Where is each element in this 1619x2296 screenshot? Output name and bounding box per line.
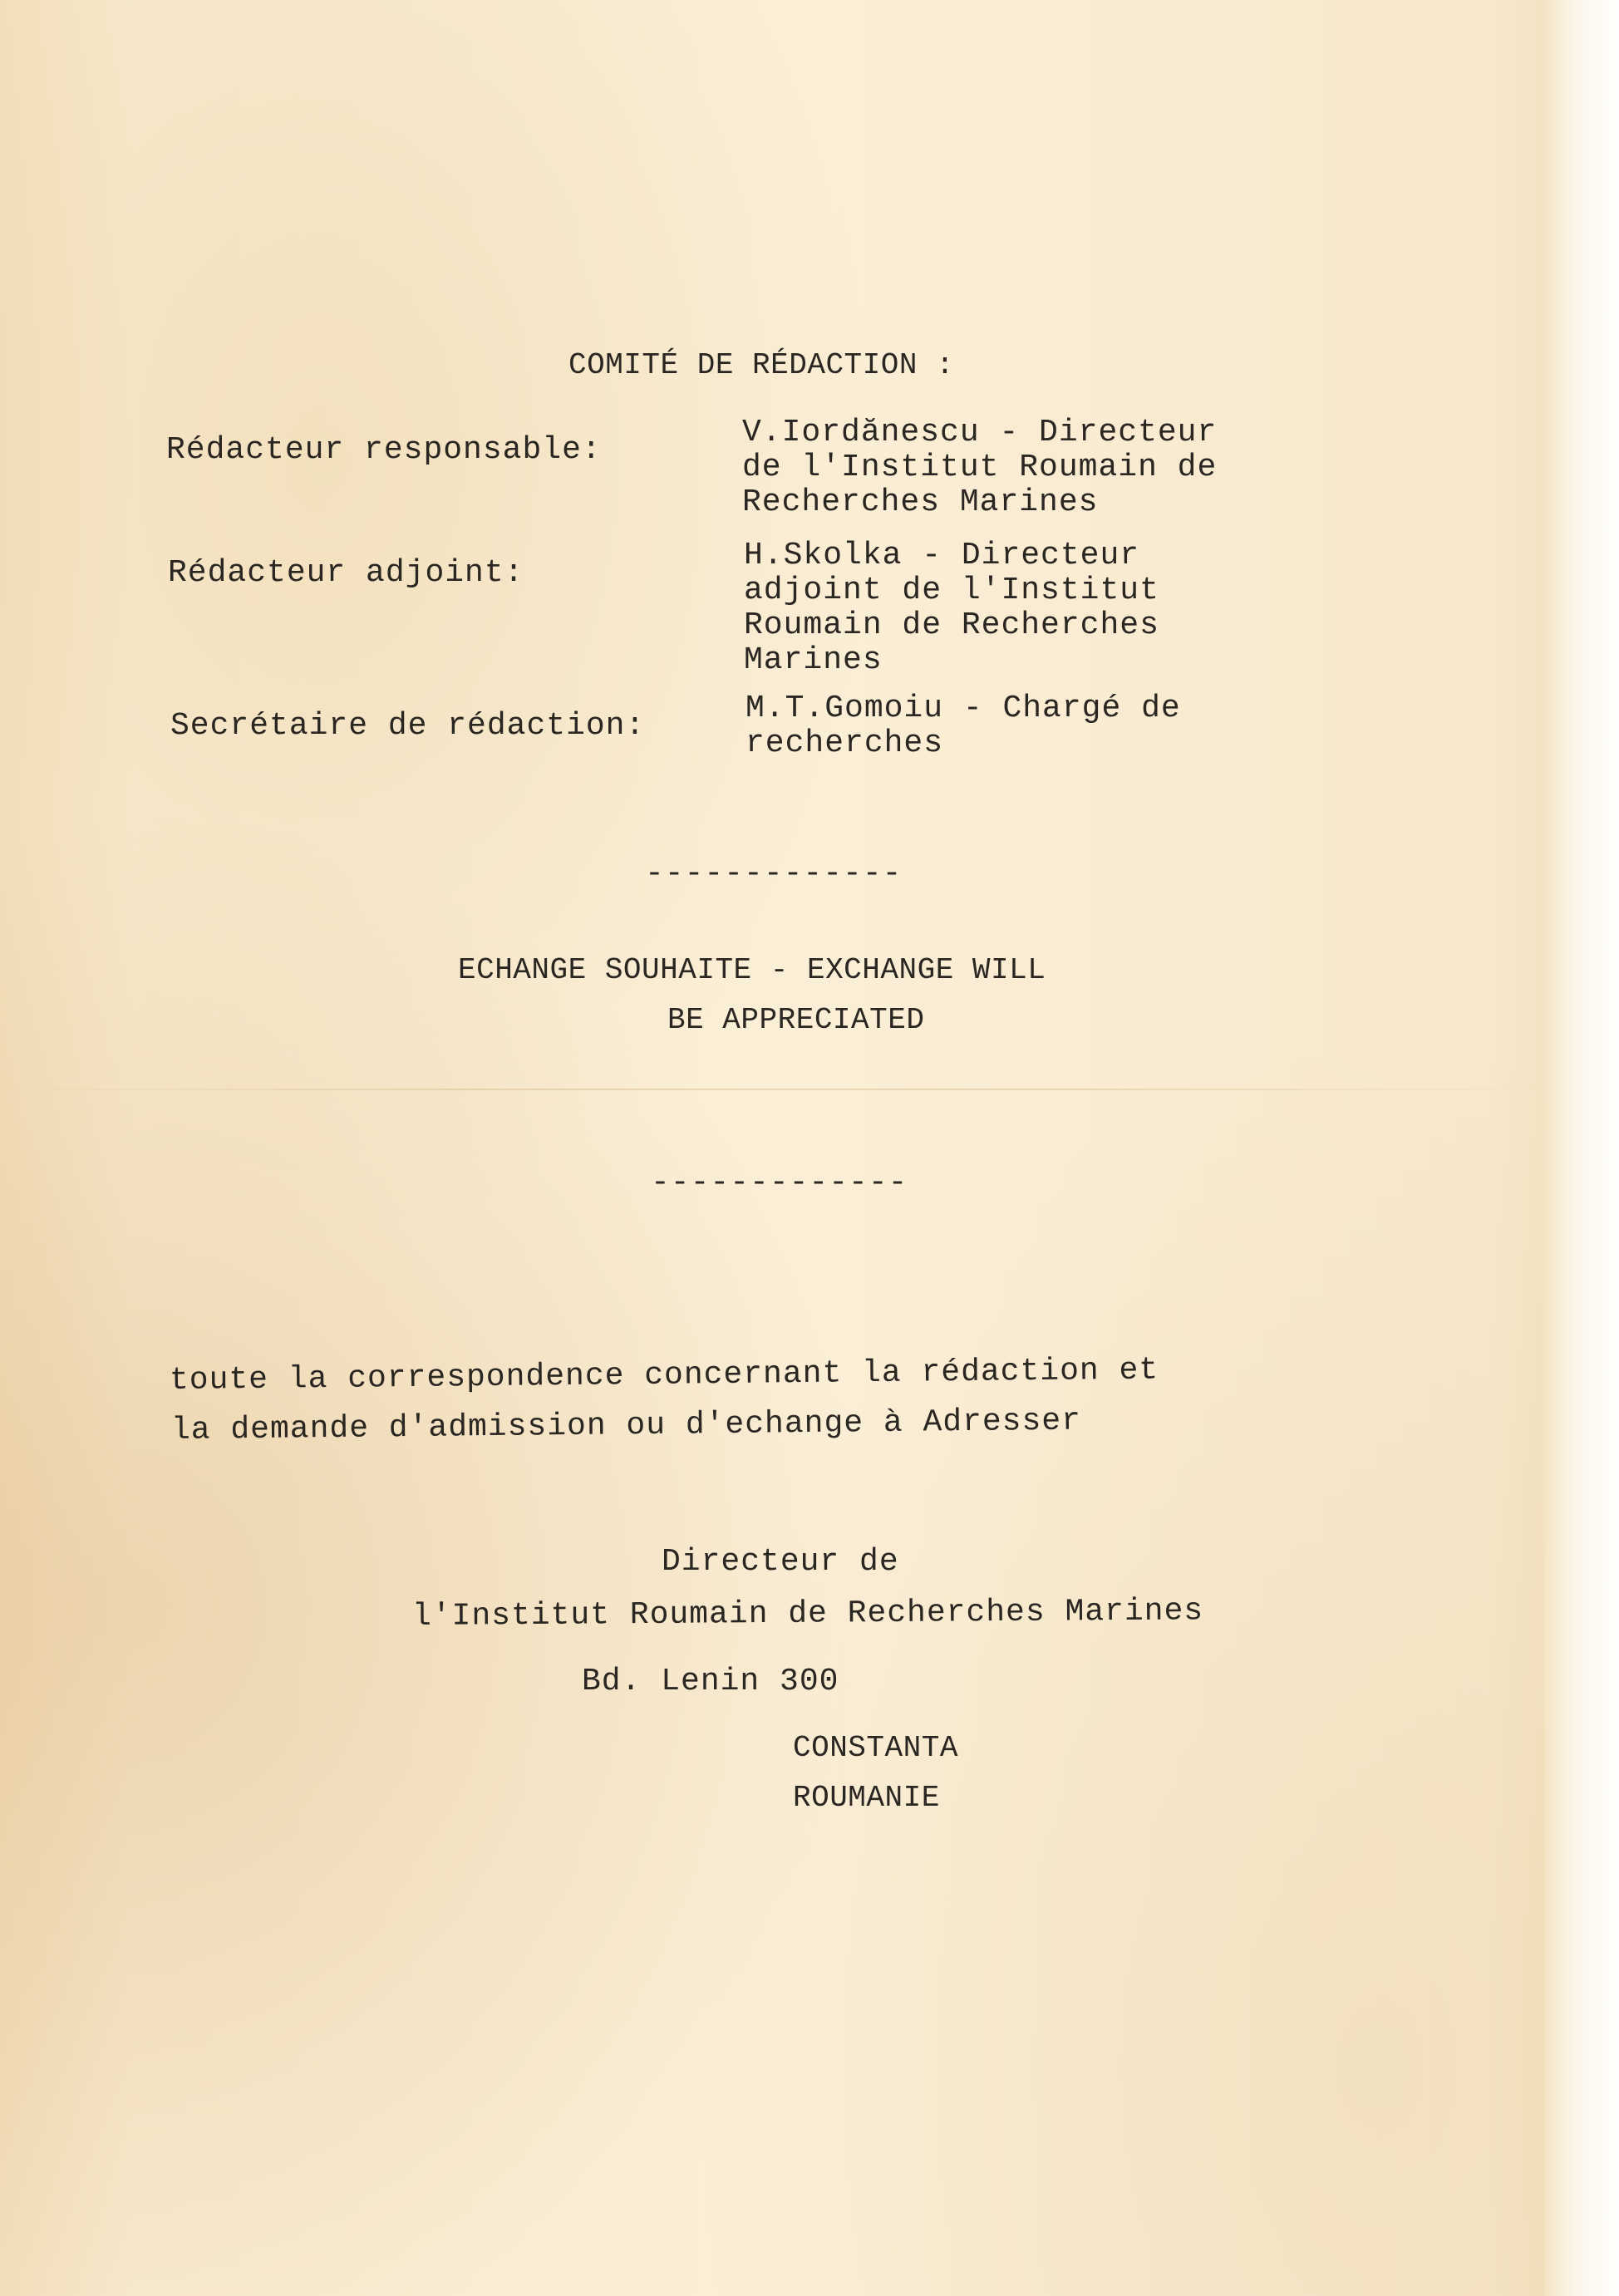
separator-dashes-2: ------------- bbox=[651, 1165, 908, 1201]
member-details-2 bbox=[744, 538, 1159, 678]
member-1-line-1: V.Iordănescu - Directeur bbox=[742, 415, 1218, 450]
member-2-line-1: H.Skolka - Directeur bbox=[744, 538, 1140, 573]
member-details-3 bbox=[746, 691, 1181, 761]
member-3-line-2: recherches bbox=[746, 725, 944, 761]
member-3-line-1: M.T.Gomoiu - Chargé de bbox=[746, 691, 1181, 726]
role-redacteur-adjoint: Rédacteur adjoint: bbox=[168, 555, 524, 591]
exchange-notice-line-1: ECHANGE SOUHAITE - EXCHANGE WILL bbox=[458, 953, 1046, 987]
role-redacteur-responsable: Rédacteur responsable: bbox=[166, 432, 602, 468]
correspondence-line-1: toute la correspondence concernant la rédaction et bbox=[169, 1352, 1159, 1399]
member-2-line-4: Marines bbox=[744, 642, 883, 678]
role-secretaire-de-redaction: Secrétaire de rédaction: bbox=[170, 708, 646, 744]
member-2-line-2: adjoint de l'Institut bbox=[744, 573, 1159, 608]
address-line-2: l'Institut Roumain de Recherches Marines bbox=[411, 1593, 1204, 1635]
paper-edge bbox=[1544, 0, 1619, 2296]
member-1-line-3: Recherches Marines bbox=[742, 484, 1099, 520]
exchange-notice-line-2: BE APPRECIATED bbox=[667, 1003, 925, 1037]
address-line-3: Bd. Lenin 300 bbox=[582, 1664, 839, 1699]
address-city: CONSTANTA bbox=[793, 1731, 958, 1765]
address-country: ROUMANIE bbox=[793, 1781, 940, 1815]
member-2-line-3: Roumain de Recherches bbox=[744, 607, 1159, 643]
member-details-1 bbox=[742, 415, 1217, 520]
separator-dashes-1: ------------- bbox=[645, 856, 903, 892]
address-line-1: Directeur de bbox=[662, 1544, 899, 1580]
member-1-line-2: de l'Institut Roumain de bbox=[742, 450, 1218, 485]
committee-heading: COMITÉ DE RÉDACTION : bbox=[568, 348, 955, 382]
paper-fold-line bbox=[0, 1089, 1544, 1090]
correspondence-line-2: la demande d'admission ou d'echange à Adresser bbox=[170, 1403, 1082, 1448]
